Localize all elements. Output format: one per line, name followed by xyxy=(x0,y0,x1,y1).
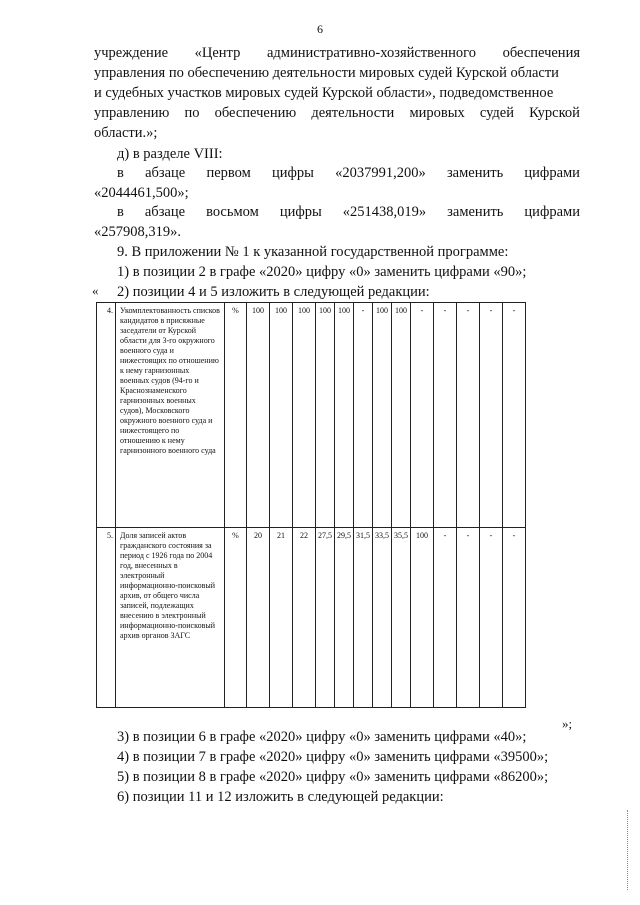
item-d: д) в разделе VIII: xyxy=(117,146,223,162)
para1-line2: управления по обеспечению деятельности мировых судей Курской области xyxy=(94,65,559,81)
margin-mark xyxy=(627,810,631,890)
value-cell: - xyxy=(354,303,373,528)
row-description: Доля записей актов гражданского состояния за период с 1926 года по 2004 год, внесенных в электронный информационно-поисковый архив, от общего числа записей, подлежащих внесению в электронный информационно-поисковый архив органов ЗАГС xyxy=(116,528,225,708)
value-cell: 21 xyxy=(270,528,293,708)
value-cell: 29,5 xyxy=(335,528,354,708)
indicators-table xyxy=(96,302,526,708)
page-number: 6 xyxy=(317,22,323,36)
value-cell: 100 xyxy=(293,303,316,528)
abz1-line1: в абзаце первом цифры «2037991,200» заменить цифрами xyxy=(117,165,580,181)
row-unit: % xyxy=(225,303,247,528)
para1-line3: и судебных участков мировых судей Курской области», подведомственное xyxy=(94,85,554,101)
value-cell: - xyxy=(480,528,503,708)
value-cell: 33,5 xyxy=(373,528,392,708)
item-9: 9. В приложении № 1 к указанной государственной программе: xyxy=(117,244,509,260)
value-cell: - xyxy=(480,303,503,528)
item-4: 4) в позиции 7 в графе «2020» цифру «0» заменить цифрами «39500»; xyxy=(117,749,549,765)
para1-line4: управлению по обеспечению деятельности мировых судей Курской xyxy=(94,105,580,121)
value-cell: - xyxy=(457,303,480,528)
row-number: 4. xyxy=(97,303,116,528)
value-cell: - xyxy=(457,528,480,708)
item-6: 6) позиции 11 и 12 изложить в следующей редакции: xyxy=(117,789,444,805)
abz8-line2: «257908,319». xyxy=(94,224,181,240)
opening-quote: « xyxy=(92,283,99,298)
table-row xyxy=(97,528,526,708)
item-9-2: 2) позиции 4 и 5 изложить в следующей редакции: xyxy=(117,284,430,300)
value-cell: 100 xyxy=(392,303,411,528)
para1-line5: области.»; xyxy=(94,125,158,141)
value-cell: 100 xyxy=(247,303,270,528)
table-row xyxy=(97,303,526,528)
value-cell: 100 xyxy=(270,303,293,528)
para1-line1: учреждение «Центр административно-хозяйственного обеспечения xyxy=(94,45,580,61)
value-cell: 100 xyxy=(373,303,392,528)
value-cell: - xyxy=(503,303,526,528)
item-5: 5) в позиции 8 в графе «2020» цифру «0» заменить цифрами «86200»; xyxy=(117,769,549,785)
value-cell: - xyxy=(503,528,526,708)
abz8-line1: в абзаце восьмом цифры «251438,019» заменить цифрами xyxy=(117,204,580,220)
item-9-1: 1) в позиции 2 в графе «2020» цифру «0» заменить цифрами «90»; xyxy=(117,264,527,280)
value-cell: - xyxy=(434,303,457,528)
value-cell: 27,5 xyxy=(316,528,335,708)
row-description: Укомплектованность списков кандидатов в присяжные заседатели от Курской области для 3-го окружного военного суда и нижестоящих по отношению к нему гарнизонных военных судов (94-го и Краснознаменского гарнизонных военных судов), Московского окружного военного суда и нижестоящего по отношению к нему гарнизонного военного суда xyxy=(116,303,225,528)
row-number: 5. xyxy=(97,528,116,708)
item-3: 3) в позиции 6 в графе «2020» цифру «0» заменить цифрами «40»; xyxy=(117,729,527,745)
value-cell: 35,5 xyxy=(392,528,411,708)
value-cell: - xyxy=(434,528,457,708)
value-cell: 22 xyxy=(293,528,316,708)
value-cell: 100 xyxy=(316,303,335,528)
row-unit: % xyxy=(225,528,247,708)
value-cell: - xyxy=(411,303,434,528)
value-cell: 31,5 xyxy=(354,528,373,708)
abz1-line2: «2044461,500»; xyxy=(94,185,189,201)
value-cell: 100 xyxy=(411,528,434,708)
value-cell: 20 xyxy=(247,528,270,708)
value-cell: 100 xyxy=(335,303,354,528)
closing-quote: »; xyxy=(562,716,573,731)
